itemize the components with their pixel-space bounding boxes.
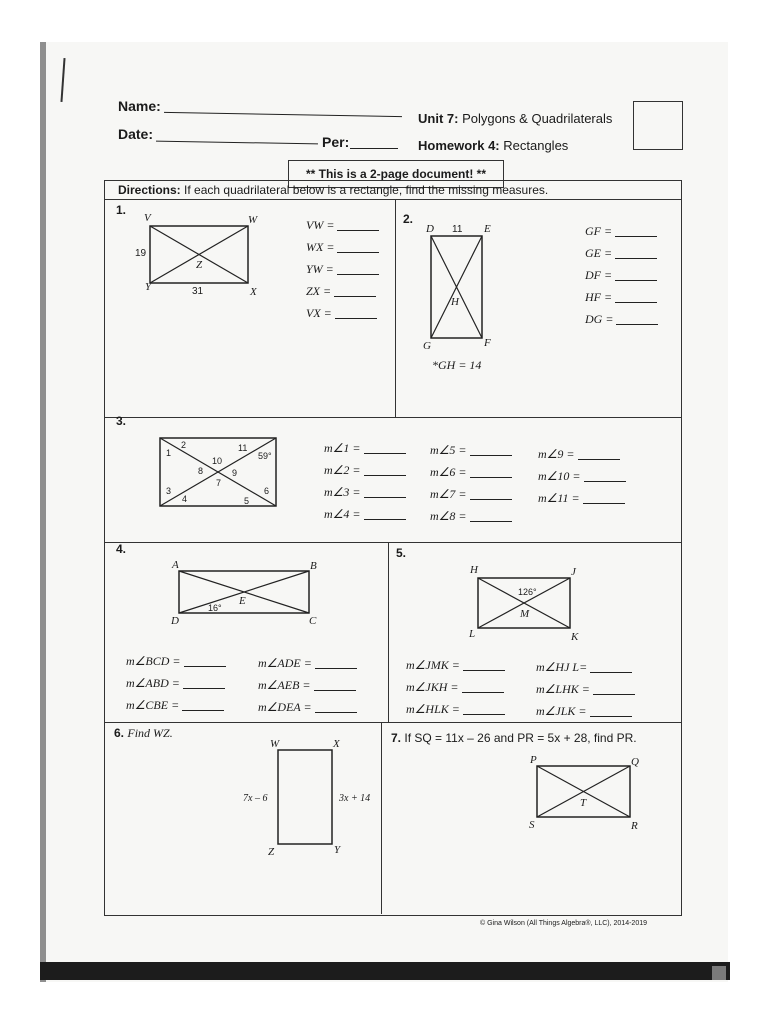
problem-6-heading: 6. Find WZ. xyxy=(114,726,173,740)
p4-vertex-e: E xyxy=(239,595,246,607)
p3-c1-q1: m∠1 = xyxy=(324,441,406,456)
p2-vertex-h: H xyxy=(451,296,459,308)
p4-vertex-a: A xyxy=(172,559,179,571)
p3-angle-11: 11 xyxy=(238,443,248,453)
p7-vertex-p: P xyxy=(530,754,537,766)
p6-vertex-x: X xyxy=(333,738,340,750)
p5-vertex-l: L xyxy=(469,628,476,640)
p5-c2-q3: m∠JLK = xyxy=(536,704,632,719)
p2-vertex-g: G xyxy=(423,340,431,352)
p7-vertex-r: R xyxy=(631,820,638,832)
p5-given-angle: 126° xyxy=(518,587,537,597)
p4-c2-q1: m∠ADE = xyxy=(258,656,357,671)
name-label: Name: xyxy=(118,98,161,114)
problem-7-heading: 7. If SQ = 11x – 26 and PR = 5x + 28, find PR. xyxy=(391,731,637,745)
p4-c1-q1: m∠BCD = xyxy=(126,654,226,669)
p4-given-angle: 16° xyxy=(208,603,222,613)
p3-c1-q4: m∠4 = xyxy=(324,507,406,522)
p5-vertex-k: K xyxy=(571,631,579,643)
problem-2-number: 2. xyxy=(403,212,414,226)
p3-c3-q1: m∠9 = xyxy=(538,447,620,462)
directions: Directions: If each quadrilateral below is a rectangle, find the missing measures. xyxy=(118,183,549,197)
p4-c1-q3: m∠CBE = xyxy=(126,698,224,713)
p5-c1-q2: m∠JKH = xyxy=(406,680,504,695)
p3-angle-9: 9 xyxy=(232,468,238,478)
p2-q2: GE = xyxy=(585,246,657,261)
p5-c1-q3: m∠HLK = xyxy=(406,702,505,717)
p3-c1-q2: m∠2 = xyxy=(324,463,406,478)
problem-3-number: 3. xyxy=(116,414,127,428)
p6-vertex-w: W xyxy=(270,738,280,750)
date-label: Date: xyxy=(118,126,154,142)
p6-vertex-z: Z xyxy=(268,846,275,858)
two-page-banner: ** This is a 2-page document! ** xyxy=(288,160,504,188)
p2-vertex-e: E xyxy=(484,223,491,235)
p2-given: *GH = 14 xyxy=(432,358,482,372)
p3-angle-10: 10 xyxy=(212,456,223,466)
p6-vertex-y: Y xyxy=(334,844,341,856)
p4-vertex-d: D xyxy=(171,615,179,627)
p2-q1: GF = xyxy=(585,224,657,239)
p5-c2-q2: m∠LHK = xyxy=(536,682,635,697)
p1-vertex-v: V xyxy=(144,212,151,224)
p2-vertex-d: D xyxy=(426,223,434,235)
p4-vertex-b: B xyxy=(310,560,317,572)
p2-side-top: 11 xyxy=(452,224,463,235)
p3-angle-8: 8 xyxy=(198,466,204,476)
p3-c2-q3: m∠7 = xyxy=(430,487,512,502)
p4-vertex-c: C xyxy=(309,615,317,627)
p1-q3: YW = xyxy=(306,262,379,277)
p3-angle-2: 2 xyxy=(181,440,187,450)
p3-c2-q2: m∠6 = xyxy=(430,465,512,480)
problem-4-number: 4. xyxy=(116,542,127,556)
p2-q3: DF = xyxy=(585,268,657,283)
p1-q5: VX = xyxy=(306,306,377,321)
p3-c1-q3: m∠3 = xyxy=(324,485,406,500)
p4-c2-q3: m∠DEA = xyxy=(258,700,357,715)
p3-angle-6: 6 xyxy=(264,486,270,496)
p3-angle-3: 3 xyxy=(166,486,172,496)
problem-1-number: 1. xyxy=(116,203,127,217)
p7-vertex-q: Q xyxy=(631,756,639,768)
p1-vertex-w: W xyxy=(248,214,258,226)
problem-5-number: 5. xyxy=(396,546,407,560)
p5-c2-q1: m∠HJ L= xyxy=(536,660,632,675)
p2-vertex-f: F xyxy=(484,337,491,349)
period-label: Per: xyxy=(322,134,350,150)
p3-angle-7: 7 xyxy=(216,478,222,488)
p3-c2-q4: m∠8 = xyxy=(430,509,512,524)
p4-c2-q2: m∠AEB = xyxy=(258,678,356,693)
p5-vertex-m: M xyxy=(520,608,530,620)
p1-vertex-x: X xyxy=(250,286,257,298)
p4-c1-q2: m∠ABD = xyxy=(126,676,225,691)
p6-left-expression: 7x – 6 xyxy=(243,793,268,804)
p2-q5: DG = xyxy=(585,312,658,327)
p5-vertex-j: J xyxy=(571,566,576,578)
p1-q4: ZX = xyxy=(306,284,376,299)
unit-title: Unit 7: Polygons & Quadrilaterals xyxy=(418,111,613,126)
p3-c3-q3: m∠11 = xyxy=(538,491,625,506)
p2-q4: HF = xyxy=(585,290,657,305)
p3-angle-5: 5 xyxy=(244,496,250,506)
p1-side-bottom: 31 xyxy=(192,286,204,297)
p7-vertex-t: T xyxy=(580,797,587,809)
p1-vertex-y: Y xyxy=(145,281,152,293)
p1-q1: VW = xyxy=(306,218,379,233)
p1-vertex-z: Z xyxy=(196,259,203,271)
p6-right-expression: 3x + 14 xyxy=(339,793,371,804)
copyright: © Gina Wilson (All Things Algebra®, LLC), 2014-2019 xyxy=(480,920,647,927)
p3-c2-q1: m∠5 = xyxy=(430,443,512,458)
p3-c3-q2: m∠10 = xyxy=(538,469,626,484)
p1-side-left: 19 xyxy=(135,248,147,259)
p5-vertex-h: H xyxy=(470,564,478,576)
p3-given-angle: 59° xyxy=(258,451,272,461)
p3-angle-4: 4 xyxy=(182,494,188,504)
p7-vertex-s: S xyxy=(529,819,535,831)
p5-c1-q1: m∠JMK = xyxy=(406,658,505,673)
p3-angle-1: 1 xyxy=(166,448,172,458)
p1-q2: WX = xyxy=(306,240,379,255)
homework-title: Homework 4: Rectangles xyxy=(418,138,569,153)
